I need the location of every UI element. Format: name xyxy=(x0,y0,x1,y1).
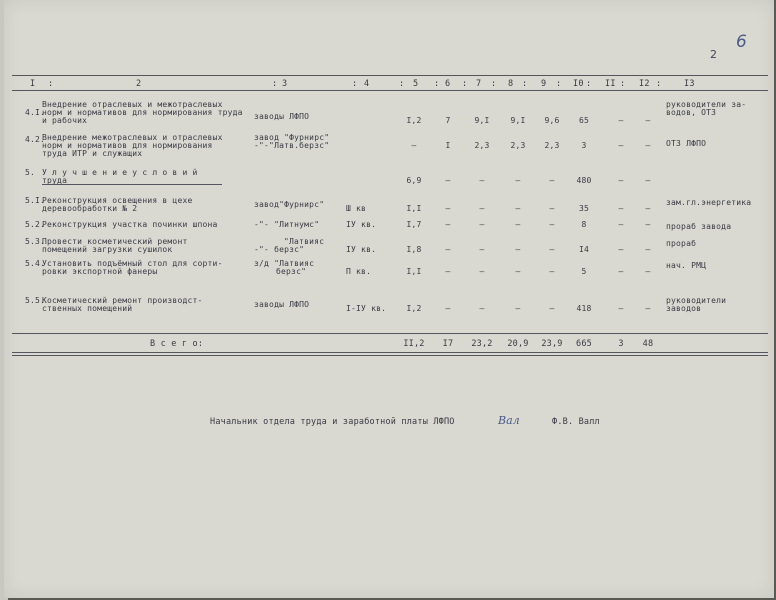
total-top-rule xyxy=(12,333,768,334)
row-value-c12: – xyxy=(645,176,651,185)
row-description: Реконструкция участка починки шпона xyxy=(42,220,218,229)
row-value-c7: 2,3 xyxy=(474,141,490,150)
header-separator: : xyxy=(586,79,592,89)
row-value-c5: I,2 xyxy=(406,116,422,125)
row-value-c11: – xyxy=(618,220,624,229)
total-value-c7: 23,2 xyxy=(471,339,493,349)
row-value-c10: I4 xyxy=(578,245,590,254)
row-location: -"-"Латв.берзс" xyxy=(254,141,330,150)
row-location: -"- берзс" xyxy=(254,245,305,254)
row-value-c12: – xyxy=(645,267,651,276)
row-value-c9: – xyxy=(549,304,555,313)
row-value-c5: I,8 xyxy=(406,245,422,254)
column-header: 7 xyxy=(476,79,482,89)
row-value-c12: – xyxy=(645,204,651,213)
row-value-c11: – xyxy=(618,204,624,213)
row-responsible: нач. РМЦ xyxy=(666,261,707,270)
row-value-c8: – xyxy=(515,204,521,213)
row-value-c10: 3 xyxy=(581,141,587,150)
row-term: I-IУ кв. xyxy=(346,304,387,313)
row-location: завод "Фурнирс" xyxy=(254,133,330,142)
row-value-c9: – xyxy=(549,245,555,254)
column-header: I2 xyxy=(639,79,650,89)
row-number: 4.I. xyxy=(25,108,46,117)
header-separator: : xyxy=(620,79,626,89)
row-number: 5.4. xyxy=(25,259,46,268)
column-header: 2 xyxy=(136,79,142,89)
row-number: 4.2. xyxy=(25,135,46,144)
row-value-c9: 9,6 xyxy=(544,116,560,125)
row-location: завод"Фурнирс" xyxy=(254,200,325,209)
row-value-c8: – xyxy=(515,245,521,254)
row-value-c12: – xyxy=(645,245,651,254)
row-value-c7: – xyxy=(479,267,485,276)
row-responsible: водов, ОТЗ xyxy=(666,108,717,117)
header-bottom-rule xyxy=(12,90,768,91)
row-value-c11: – xyxy=(618,267,624,276)
total-value-c5: II,2 xyxy=(403,339,425,349)
column-header: 9 xyxy=(541,79,547,89)
row-description: труда ИТР и служащих xyxy=(42,149,143,158)
row-value-c12: – xyxy=(645,220,651,229)
row-value-c6: – xyxy=(445,204,451,213)
row-value-c6: I xyxy=(445,141,451,150)
row-value-c12: – xyxy=(645,116,651,125)
total-value-c9: 23,9 xyxy=(541,339,563,349)
total-value-c10: 665 xyxy=(576,339,592,349)
row-value-c11: – xyxy=(618,304,624,313)
total-double-rule xyxy=(12,355,768,356)
row-value-c8: – xyxy=(515,220,521,229)
row-value-c9: – xyxy=(549,267,555,276)
row-value-c10: 480 xyxy=(576,176,592,185)
row-location: "Латвияс xyxy=(284,237,325,246)
column-header: I3 xyxy=(684,79,695,89)
row-value-c6: 7 xyxy=(445,116,451,125)
row-location: заводы ЛФПО xyxy=(254,300,310,309)
row-location: берзс" xyxy=(276,267,307,276)
row-responsible: заводов xyxy=(666,304,702,313)
row-location: -"- "Литнумс" xyxy=(254,220,320,229)
row-value-c5: I,7 xyxy=(406,220,422,229)
row-value-c5: 6,9 xyxy=(406,176,422,185)
row-term: П кв. xyxy=(346,267,372,276)
total-value-c12: 48 xyxy=(642,339,654,349)
row-description: деревообработки № 2 xyxy=(42,204,138,213)
header-separator: : xyxy=(399,79,405,89)
total-label: В с е г о: xyxy=(150,339,204,349)
row-value-c6: – xyxy=(445,245,451,254)
row-value-c6: – xyxy=(445,176,451,185)
column-header: II xyxy=(605,79,616,89)
row-value-c11: – xyxy=(618,176,624,185)
row-value-c6: – xyxy=(445,267,451,276)
row-value-c7: – xyxy=(479,176,485,185)
row-value-c9: – xyxy=(549,176,555,185)
row-value-c5: – xyxy=(411,141,417,150)
row-location: з/д "Латвияс xyxy=(254,259,315,268)
header-separator: : xyxy=(272,79,278,89)
row-description: ственных помещений xyxy=(42,304,133,313)
row-location: заводы ЛФПО xyxy=(254,112,310,121)
row-value-c11: – xyxy=(618,245,624,254)
header-separator: : xyxy=(352,79,358,89)
row-value-c6: – xyxy=(445,304,451,313)
row-value-c8: – xyxy=(515,304,521,313)
column-header: 4 xyxy=(364,79,370,89)
row-value-c10: 418 xyxy=(576,304,592,313)
column-header: I0 xyxy=(573,79,584,89)
row-responsible: руководители xyxy=(666,296,727,305)
row-description: труда xyxy=(42,176,68,185)
row-description: и рабочих xyxy=(42,116,88,125)
row-value-c8: – xyxy=(515,267,521,276)
row-value-c10: 35 xyxy=(578,204,590,213)
row-value-c7: – xyxy=(479,304,485,313)
header-separator: : xyxy=(462,79,468,89)
header-top-rule xyxy=(12,75,768,76)
row-value-c11: – xyxy=(618,116,624,125)
row-value-c7: 9,I xyxy=(474,116,490,125)
row-value-c10: 5 xyxy=(581,267,587,276)
total-value-c11: 3 xyxy=(618,339,624,349)
row-description: ровки экспортной фанеры xyxy=(42,267,158,276)
row-number: 5. xyxy=(25,168,36,177)
handwritten-page-number: 6 xyxy=(736,32,747,52)
row-term: Ш кв xyxy=(346,204,367,213)
row-description: Провести косметический ремонт xyxy=(42,237,188,246)
row-value-c8: – xyxy=(515,176,521,185)
row-responsible: ОТЗ ЛФПО xyxy=(666,139,707,148)
header-separator: : xyxy=(556,79,562,89)
row-responsible: прораб xyxy=(666,239,697,248)
row-value-c8: 2,3 xyxy=(510,141,526,150)
column-header: 6 xyxy=(445,79,451,89)
row-number: 5.5. xyxy=(25,296,46,305)
footer-name: Ф.В. Валл xyxy=(552,417,600,427)
row-description: Внедрение межотраслевых и отраслевых xyxy=(42,133,223,142)
row-number: 5.2. xyxy=(25,220,46,229)
total-value-c6: I7 xyxy=(442,339,454,349)
row-description: У л у ч ш е н и е у с л о в и й xyxy=(42,168,198,177)
column-header: 8 xyxy=(508,79,514,89)
row-value-c12: – xyxy=(645,304,651,313)
column-header: 3 xyxy=(282,79,288,89)
header-separator: : xyxy=(656,79,662,89)
row-value-c8: 9,I xyxy=(510,116,526,125)
row-value-c5: I,I xyxy=(406,267,422,276)
row-responsible: прораб завода xyxy=(666,222,732,231)
row-value-c7: – xyxy=(479,245,485,254)
header-separator: : xyxy=(522,79,528,89)
row-value-c6: – xyxy=(445,220,451,229)
header-separator: : xyxy=(434,79,440,89)
row-value-c7: – xyxy=(479,204,485,213)
signature: Вал xyxy=(498,414,520,427)
row-value-c7: – xyxy=(479,220,485,229)
row-description: Установить подъёмный стол для сорти- xyxy=(42,259,223,268)
row-term: IУ кв. xyxy=(346,220,377,229)
total-value-c8: 20,9 xyxy=(507,339,529,349)
row-description: Реконструкция освещения в цехе xyxy=(42,196,193,205)
footer-title: Начальник отдела труда и заработной платы ЛФПО xyxy=(210,417,455,427)
row-value-c10: 65 xyxy=(578,116,590,125)
column-header: 5 xyxy=(413,79,419,89)
row-responsible: зам.гл.энергетика xyxy=(666,198,752,207)
row-value-c9: – xyxy=(549,220,555,229)
row-value-c10: 8 xyxy=(581,220,587,229)
row-number: 5.I. xyxy=(25,196,46,205)
section-underline xyxy=(42,184,222,185)
row-term: IУ кв. xyxy=(346,245,377,254)
row-value-c5: I,2 xyxy=(406,304,422,313)
row-value-c5: I,I xyxy=(406,204,422,213)
header-separator: : xyxy=(48,79,54,89)
row-description: помещений загрузки сушилок xyxy=(42,245,173,254)
document-page xyxy=(4,0,774,598)
row-description: Косметический ремонт производст- xyxy=(42,296,203,305)
total-bottom-rule xyxy=(12,352,768,353)
row-value-c9: – xyxy=(549,204,555,213)
row-description: норм и нормативов для нормирования xyxy=(42,141,213,150)
row-value-c11: – xyxy=(618,141,624,150)
column-header: I xyxy=(30,79,36,89)
page-number: 2 xyxy=(710,48,717,61)
row-number: 5.3. xyxy=(25,237,46,246)
header-separator: : xyxy=(491,79,497,89)
row-description: норм и нормативов для нормирования труда xyxy=(42,108,243,117)
row-responsible: руководители за- xyxy=(666,100,747,109)
row-value-c9: 2,3 xyxy=(544,141,560,150)
row-value-c12: – xyxy=(645,141,651,150)
row-description: Внедрение отраслевых и межотраслевых xyxy=(42,100,223,109)
